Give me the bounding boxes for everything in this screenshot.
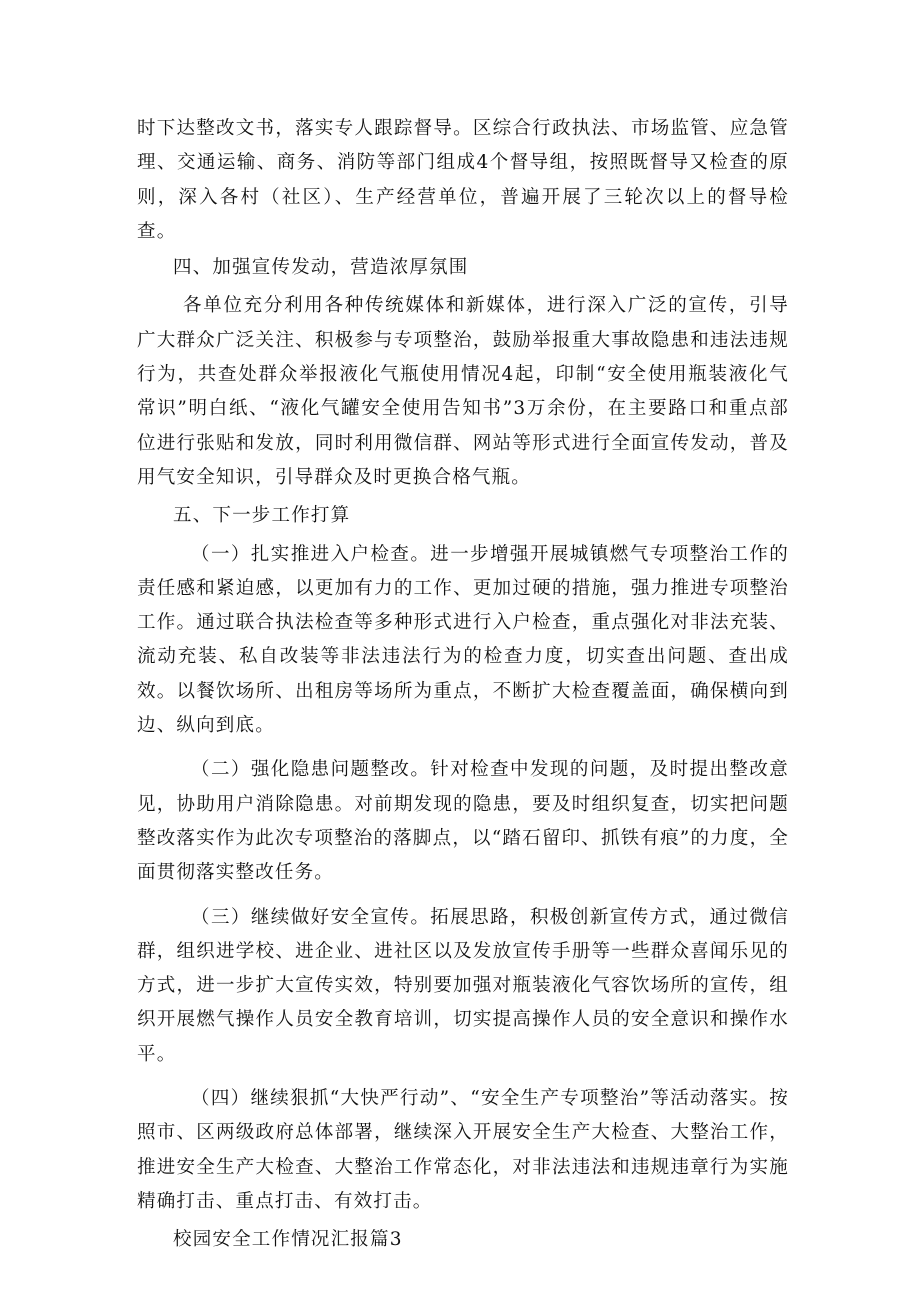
section-heading-publicity: 四、加强宣传发动，营造浓厚氛围 xyxy=(173,257,469,279)
paragraph-hazard-rectification: （二）强化隐患问题整改。针对检查中发现的问题，及时提出整改意见，协助用户消除隐患。对前期发现的隐患，要及时组织复查，切实把问题整改落实作为此次专项整治的落脚点，以“踏石留印、抓铁有痕”的力度，全面贯彻落实整改任务。 xyxy=(137,759,789,884)
paragraph-safety-publicity: （三）继续做好安全宣传。拓展思路，积极创新宣传方式，通过微信群，组织进学校、进企业、进社区以及发放宣传手册等一些群众喜闻乐见的方式，进一步扩大宣传实效，特别要加强对瓶装液化气容饮场所的宣传，组织开展燃气操作人员安全教育培训，切实提高操作人员的安全意识和操作水平。 xyxy=(137,906,789,1065)
paragraph-household-inspection: （一）扎实推进入户检查。进一步增强开展城镇燃气专项整治工作的责任感和紧迫感，以更加有力的工作、更加过硬的措施，强力推进专项整治工作。通过联合执法检查等多种形式进行入户检查，重点强化对非法充装、流动充装、私自改装等非法违法行为的检查力度，切实查出问题、查出成效。以餐饮场所、出租房等场所为重点，不断扩大检查覆盖面，确保横向到边、纵向到底。 xyxy=(137,543,789,737)
paragraph-publicity: 各单位充分利用各种传统媒体和新媒体，进行深入广泛的宣传，引导广大群众广泛关注、积极参与专项整治，鼓励举报重大事故隐患和违法违规行为，共查处群众举报液化气瓶使用情况4起，印制“安全使用瓶装液化气常识”明白纸、“液化气罐安全使用告知书”3万余份，在主要路口和重点部位进行张贴和发放，同时利用微信群、网站等形式进行全面宣传发动，普及用气安全知识，引导群众及时更换合格气瓶。 xyxy=(137,295,789,488)
section-heading-next-steps: 五、下一步工作打算 xyxy=(173,505,351,527)
document-body xyxy=(137,112,789,1258)
paragraph-supervision: 时下达整改文书，落实专人跟踪督导。区综合行政执法、市场监管、应急管理、交通运输、商务、消防等部门组成4个督导组，按照既督导又检查的原则，深入各村（社区）、生产经营单位，普遍开展了三轮次以上的督导检查。 xyxy=(137,118,789,242)
paragraph-campaign-implementation: （四）继续狠抓“大快严行动”、“安全生产专项整治”等活动落实。按照市、区两级政府总体部署，继续深入开展安全生产大检查、大整治工作，推进安全生产大检查、大整治工作常态化，对非法违法和违规违章行为实施精确打击、重点打击、有效打击。 xyxy=(137,1088,789,1212)
next-article-title: 校园安全工作情况汇报篇3 xyxy=(173,1229,403,1251)
